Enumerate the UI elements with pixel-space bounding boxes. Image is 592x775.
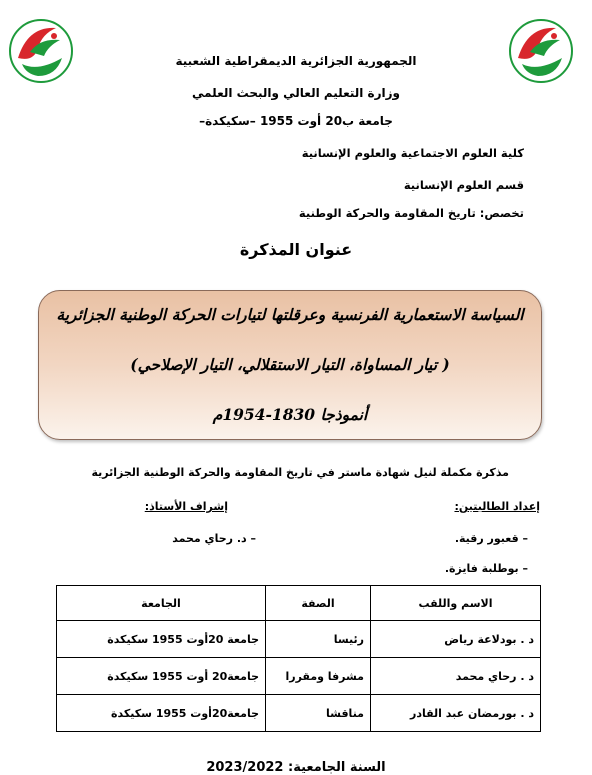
- memo-title-line-1: السياسة الاستعمارية الفرنسية وعرقلتها لتيارات الحركة الوطنية الجزائرية: [56, 305, 524, 324]
- jury-member-university: جامعة20 أوت 1955 سكيكدة: [57, 658, 266, 695]
- jury-member-name: د . بودلاعة رياض: [371, 621, 541, 658]
- jury-member-university: جامعة20أوت 1955 سكيكدة: [57, 695, 266, 732]
- university-logo-left: [8, 18, 74, 84]
- student-name: – قعبور رقية.: [454, 532, 528, 545]
- university-seal-icon: [508, 18, 574, 84]
- memo-heading: عنوان المذكرة: [239, 240, 353, 259]
- jury-table-header: [57, 586, 541, 621]
- memo-title-line-3: أنموذجا 1830-1954م: [212, 405, 368, 424]
- jury-member-role: مناقشا: [266, 695, 371, 732]
- table-row: [57, 658, 541, 695]
- student-name: – بوطلبة فايزة.: [444, 562, 528, 575]
- supervisor-name: – د. رحاي محمد: [172, 532, 256, 545]
- column-header-name: الاسم واللقب: [371, 586, 541, 621]
- column-header-role: الصفة: [266, 586, 371, 621]
- university-logo-right: [508, 18, 574, 84]
- supervisor-label: إشراف الأستاذ:: [144, 500, 228, 513]
- memo-purpose: مذكرة مكملة لنيل شهادة ماستر في تاريخ المقاومة والحركة الوطنية الجزائرية: [91, 466, 509, 479]
- memo-title-box: [38, 290, 542, 440]
- department-name: قسم العلوم الإنسانية: [403, 178, 524, 192]
- jury-member-role: مشرفا ومقررا: [266, 658, 371, 695]
- republic-name: الجمهورية الجزائرية الديمقراطية الشعبية: [175, 54, 417, 68]
- jury-member-name: د . رحاي محمد: [371, 658, 541, 695]
- students-label: إعداد الطالبتين:: [454, 500, 540, 513]
- column-header-university: الجامعة: [57, 586, 266, 621]
- table-row: [57, 695, 541, 732]
- jury-member-name: د . بورمضان عبد القادر: [371, 695, 541, 732]
- jury-member-university: جامعة 20أوت 1955 سكيكدة: [57, 621, 266, 658]
- university-seal-icon: [8, 18, 74, 84]
- jury-table: [56, 585, 541, 732]
- academic-year: السنة الجامعية: 2023/2022: [206, 760, 386, 775]
- university-name: جامعة ب20 أوت 1955 –سكيكدة–: [199, 114, 393, 128]
- specialty-name: تخصص: تاريخ المقاومة والحركة الوطنية: [298, 206, 524, 220]
- memo-title-line-2: ( تيار المساواة، التيار الاستقلالي، التيار الإصلاحي): [130, 355, 450, 374]
- jury-member-role: رئيسا: [266, 621, 371, 658]
- faculty-name: كلية العلوم الاجتماعية والعلوم الإنسانية: [301, 146, 524, 160]
- ministry-name: وزارة التعليم العالي والبحث العلمي: [191, 86, 401, 100]
- table-row: [57, 621, 541, 658]
